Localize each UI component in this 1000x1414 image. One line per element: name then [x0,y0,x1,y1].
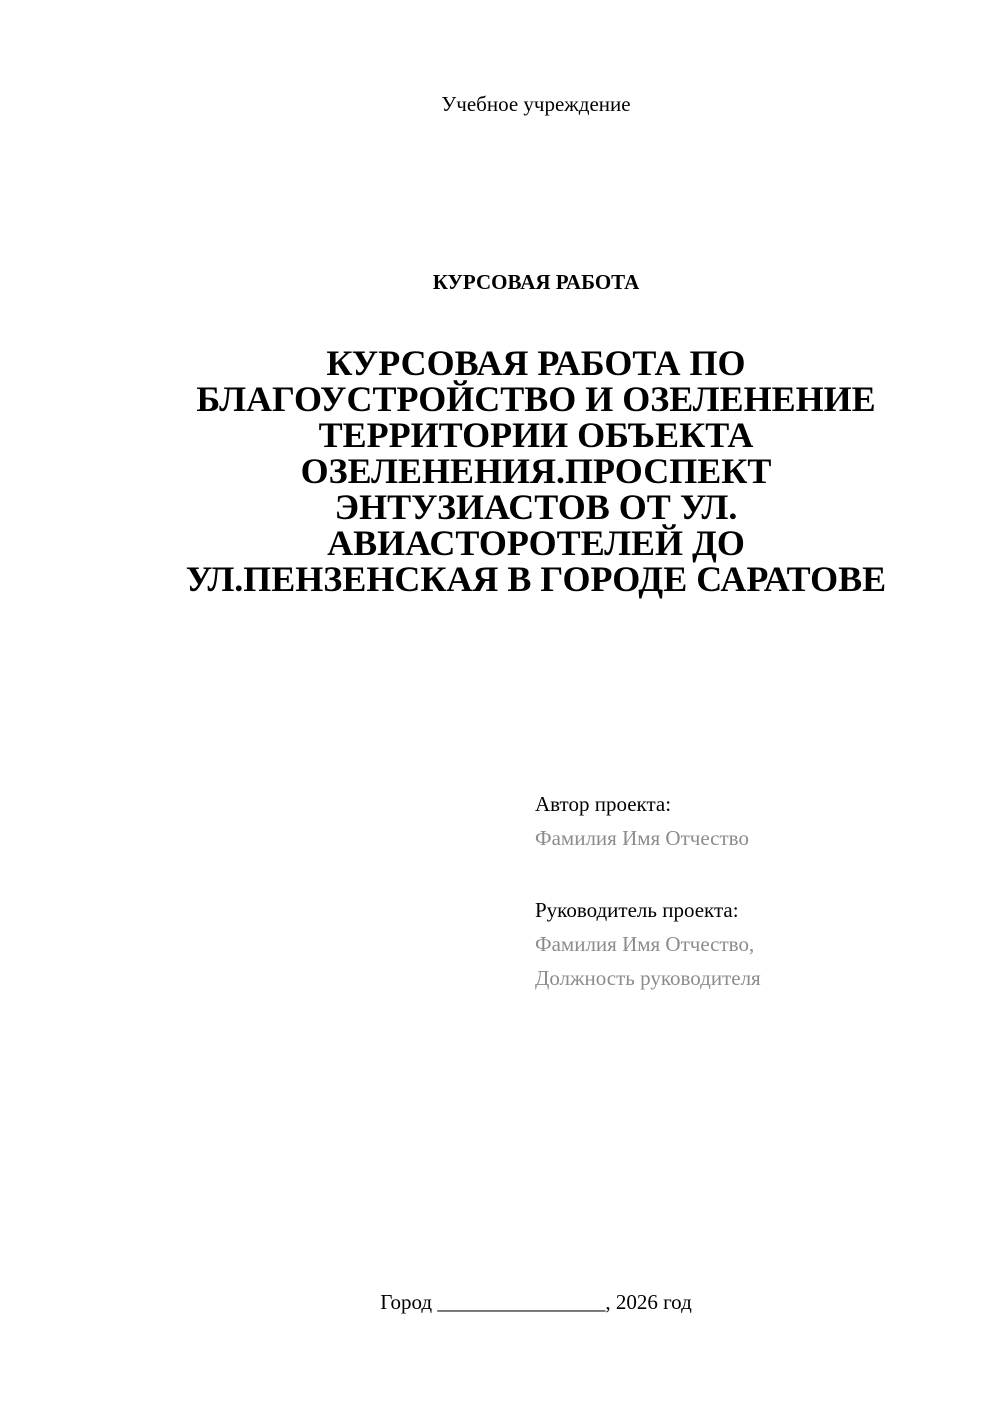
author-block [535,787,749,855]
supervisor-block [535,893,761,995]
document-type: КУРСОВАЯ РАБОТА [432,270,640,294]
author-label: Автор проекта: [535,792,672,816]
city-year-line: Город ________________, 2026 год [380,1290,692,1314]
title-line: БЛАГОУСТРОЙСТВО И ОЗЕЛЕНЕНИЕ [196,379,876,419]
title-line: УЛ.ПЕНЗЕНСКАЯ В ГОРОДЕ САРАТОВЕ [185,559,887,599]
supervisor-position: Должность руководителя [535,966,761,990]
document-title [120,345,952,597]
supervisor-name: Фамилия Имя Отчество, [535,932,755,956]
supervisor-label: Руководитель проекта: [535,898,739,922]
title-line: ТЕРРИТОРИИ ОБЪЕКТА [318,415,754,455]
title-line: ОЗЕЛЕНЕНИЯ.ПРОСПЕКТ [300,451,772,491]
author-name: Фамилия Имя Отчество [535,826,749,850]
title-line: КУРСОВАЯ РАБОТА ПО [326,343,746,383]
institution-name: Учебное учреждение [441,92,631,116]
title-line: АВИАСТОРОТЕЛЕЙ ДО [327,523,745,563]
title-line: ЭНТУЗИАСТОВ ОТ УЛ. [334,487,738,527]
